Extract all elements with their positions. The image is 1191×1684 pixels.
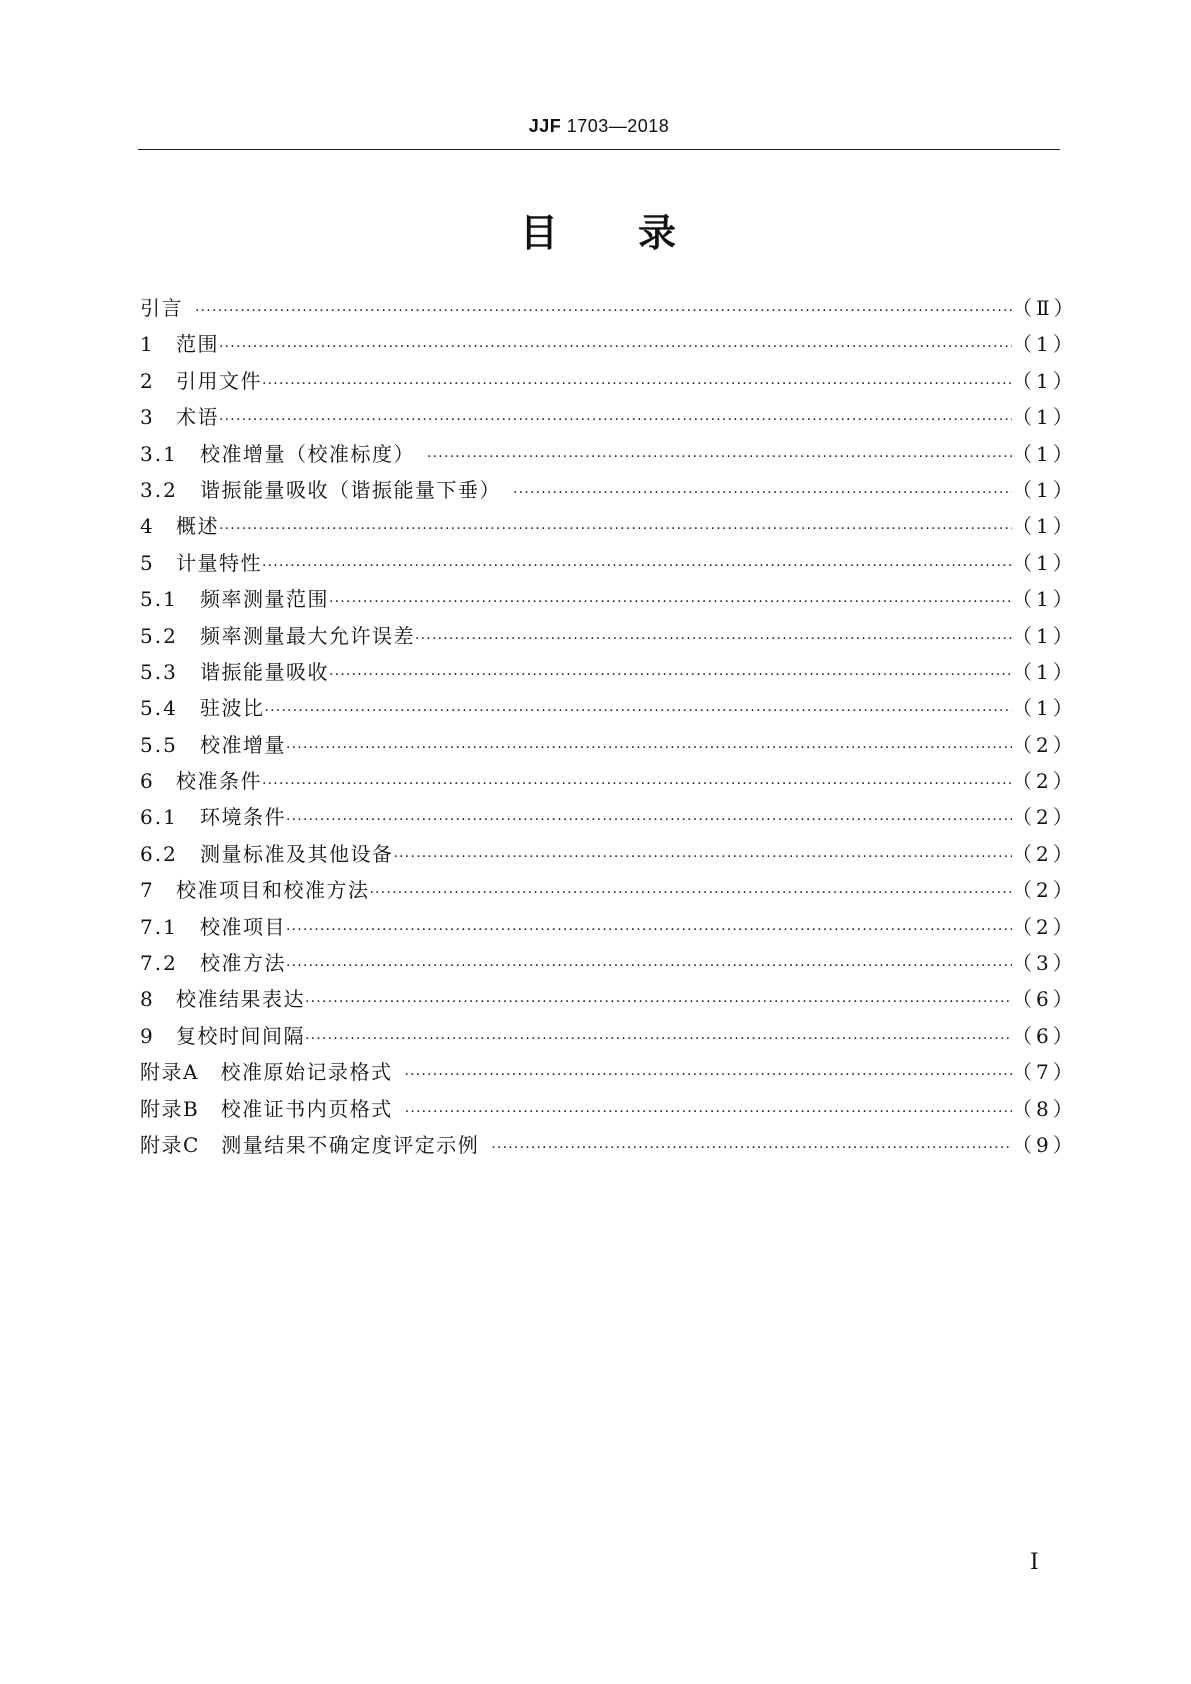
toc-leader-dots — [513, 475, 1012, 511]
toc-entry-page: （7） — [1012, 1060, 1077, 1085]
toc-entry-appendix-a[interactable] — [140, 1054, 1077, 1090]
toc-entry-3-1[interactable] — [140, 436, 1077, 472]
toc-title-char-2: 录 — [638, 211, 679, 255]
toc-entry-page: （1） — [1012, 696, 1077, 721]
toc-leader-dots — [219, 511, 1012, 547]
toc-leader-dots — [262, 548, 1012, 584]
document-code-prefix: JJF — [528, 116, 562, 136]
toc-leader-dots — [305, 984, 1012, 1020]
toc-entry-number: 8 — [140, 987, 155, 1012]
toc-entry-page: （1） — [1012, 405, 1077, 430]
toc-entry-label: 谐振能量吸收（谐振能量下垂） — [200, 477, 501, 502]
toc-entry-number: 3 — [140, 405, 155, 430]
toc-entry-label: 环境条件 — [200, 805, 286, 830]
toc-entry-number: 5.4 — [140, 696, 178, 721]
toc-entry-6-2[interactable] — [140, 836, 1077, 872]
toc-entry-page: （6） — [1012, 987, 1077, 1012]
toc-entry-label: 谐振能量吸收 — [200, 659, 329, 684]
header-rule — [138, 149, 1060, 150]
toc-entry-label: 附录B 校准证书内页格式 — [140, 1096, 393, 1121]
toc-entry-number: 6.2 — [140, 841, 178, 866]
toc-entry-7[interactable] — [140, 872, 1077, 908]
toc-entry-number: 5.1 — [140, 587, 178, 612]
toc-entry-number: 3.2 — [140, 477, 178, 502]
toc-leader-dots — [415, 621, 1012, 657]
toc-entry-page: （1） — [1012, 332, 1077, 357]
toc-entry-label: 校准方法 — [200, 951, 286, 976]
toc-leader-dots — [286, 802, 1012, 838]
toc-entry-number: 5.2 — [140, 623, 178, 648]
toc-leader-dots — [286, 730, 1012, 766]
toc-entry-6[interactable] — [140, 763, 1077, 799]
toc-entry-number: 6.1 — [140, 805, 178, 830]
toc-entry-page: （1） — [1012, 514, 1077, 539]
toc-entry-page: （2） — [1012, 769, 1077, 794]
toc-leader-dots — [427, 439, 1012, 475]
toc-entry-label: 概述 — [176, 514, 219, 539]
toc-title — [138, 202, 1060, 257]
toc-leader-dots — [286, 912, 1012, 948]
toc-leader-dots — [262, 366, 1012, 402]
toc-entry-page: （9） — [1012, 1132, 1077, 1157]
toc-entry-number: 9 — [140, 1023, 155, 1048]
toc-entry-page: （Ⅱ） — [1012, 296, 1078, 320]
toc-entry-label: 频率测量最大允许误差 — [200, 623, 415, 648]
toc-entry-label: 引言 — [140, 296, 183, 320]
toc-entry-label: 校准结果表达 — [176, 987, 305, 1012]
toc-entry-number: 4 — [140, 514, 155, 539]
toc-entry-page: （1） — [1012, 441, 1077, 466]
toc-leader-dots — [219, 402, 1012, 438]
toc-entry-label: 校准条件 — [176, 769, 262, 794]
toc-entry-page: （1） — [1012, 623, 1077, 648]
toc-entry-label: 校准增量 — [200, 732, 286, 757]
toc-entry-label: 引用文件 — [176, 368, 262, 393]
toc-entry-label: 校准增量（校准标度） — [200, 441, 415, 466]
toc-entry-number: 2 — [140, 368, 155, 393]
toc-entry-5-2[interactable] — [140, 618, 1077, 654]
toc-entry-number: 7 — [140, 878, 155, 903]
toc-leader-dots — [286, 948, 1012, 984]
toc-title-char-1: 目 — [519, 211, 560, 255]
toc-entry-7-2[interactable] — [140, 945, 1077, 981]
toc-entry-1[interactable] — [140, 326, 1077, 362]
toc-entry-number: 5 — [140, 550, 155, 575]
toc-entry-page: （3） — [1012, 951, 1077, 976]
toc-entry-5-4[interactable] — [140, 690, 1077, 726]
toc-entry-appendix-b[interactable] — [140, 1091, 1077, 1127]
toc-leader-dots — [404, 1057, 1012, 1093]
toc-entry-appendix-c[interactable] — [140, 1127, 1077, 1163]
toc-entry-5-3[interactable] — [140, 654, 1077, 690]
toc-entry-page: （2） — [1012, 805, 1077, 830]
toc-entry-label: 复校时间间隔 — [176, 1023, 305, 1048]
toc-entry-5-1[interactable] — [140, 581, 1077, 617]
toc-entry-page: （2） — [1012, 732, 1077, 757]
toc-entry-label: 测量标准及其他设备 — [200, 841, 394, 866]
toc-entry-page: （1） — [1012, 368, 1077, 393]
toc-entry-label: 术语 — [176, 405, 219, 430]
toc-entry-3-2[interactable] — [140, 472, 1077, 508]
toc-entry-page: （2） — [1012, 841, 1077, 866]
toc-entry-2[interactable] — [140, 363, 1077, 399]
toc-entry-number: 1 — [140, 332, 155, 357]
toc-entry-7-1[interactable] — [140, 909, 1077, 945]
toc-entry-number: 5.3 — [140, 659, 178, 684]
document-code-number: 1703—2018 — [561, 116, 670, 136]
toc-entry-number: 7.2 — [140, 951, 178, 976]
toc-entry-label: 附录A 校准原始记录格式 — [140, 1060, 393, 1085]
toc-entry-label: 驻波比 — [200, 696, 265, 721]
toc-entry-5-5[interactable] — [140, 727, 1077, 763]
toc-entry-8[interactable] — [140, 981, 1077, 1017]
toc-entry-label: 校准项目 — [200, 914, 286, 939]
toc-entry-page: （2） — [1012, 914, 1077, 939]
toc-entry-number: 6 — [140, 769, 155, 794]
toc-entry-label: 频率测量范围 — [200, 587, 329, 612]
toc-leader-dots — [262, 766, 1012, 802]
toc-entry-number: 3.1 — [140, 441, 178, 466]
toc-entry-label: 附录C 测量结果不确定度评定示例 — [140, 1132, 480, 1157]
toc-entry-foreword[interactable] — [140, 290, 1078, 326]
table-of-contents — [140, 290, 1078, 1163]
toc-entry-page: （8） — [1012, 1096, 1077, 1121]
toc-entry-5[interactable] — [140, 545, 1077, 581]
toc-leader-dots — [370, 875, 1013, 911]
toc-entry-6-1[interactable] — [140, 799, 1077, 835]
page-number: I — [1030, 1550, 1039, 1575]
toc-leader-dots — [394, 839, 1013, 875]
document-code-header — [138, 116, 1060, 137]
toc-entry-page: （1） — [1012, 550, 1077, 575]
toc-entry-label: 计量特性 — [176, 550, 262, 575]
toc-entry-page: （6） — [1012, 1023, 1077, 1048]
toc-leader-dots — [219, 329, 1012, 365]
toc-entry-label: 范围 — [176, 332, 219, 357]
toc-entry-page: （1） — [1012, 587, 1077, 612]
toc-leader-dots — [305, 1021, 1012, 1057]
toc-entry-number: 5.5 — [140, 732, 178, 757]
toc-leader-dots — [329, 584, 1012, 620]
toc-leader-dots — [265, 693, 1013, 729]
toc-entry-label: 校准项目和校准方法 — [176, 878, 370, 903]
toc-leader-dots — [405, 1094, 1012, 1130]
toc-leader-dots — [329, 657, 1012, 693]
toc-entry-number: 7.1 — [140, 914, 178, 939]
toc-leader-dots — [491, 1130, 1012, 1166]
toc-entry-3[interactable] — [140, 399, 1077, 435]
toc-entry-9[interactable] — [140, 1018, 1077, 1054]
toc-entry-page: （2） — [1012, 878, 1077, 903]
toc-entry-4[interactable] — [140, 508, 1077, 544]
toc-entry-page: （1） — [1012, 659, 1077, 684]
toc-leader-dots — [195, 293, 1012, 329]
toc-entry-page: （1） — [1012, 477, 1077, 502]
